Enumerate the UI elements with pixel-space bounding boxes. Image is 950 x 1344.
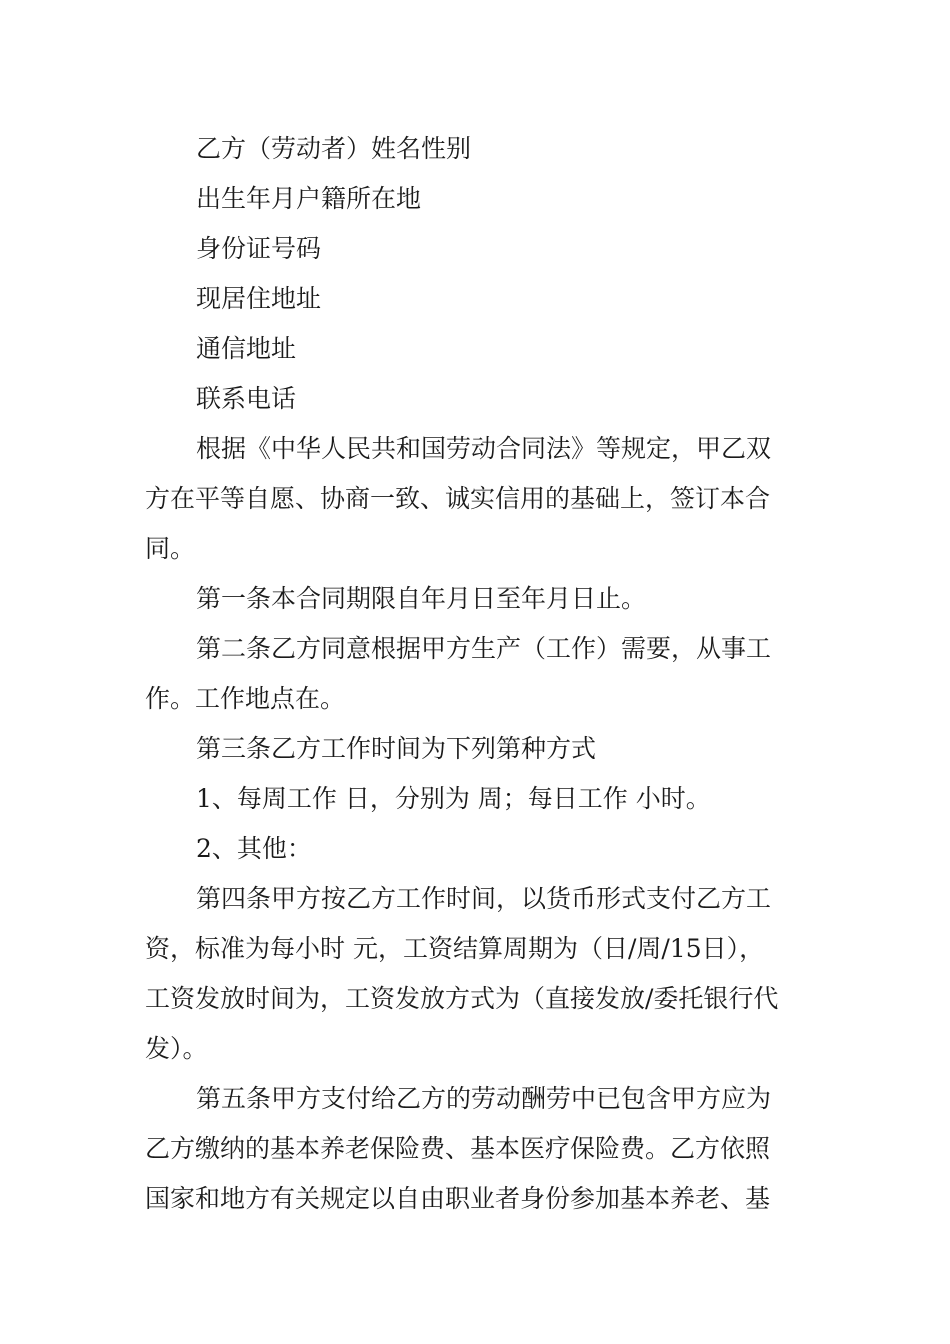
article-1-line: 第一条本合同期限自年月日至年月日止。 — [196, 584, 647, 613]
article-4-line-1: 第四条甲方按乙方工作时间，以货币形式支付乙方工 — [196, 884, 772, 913]
article-2-line-2: 作。工作地点在。 — [145, 684, 346, 713]
preamble-line-2: 方在平等自愿、协商一致、诚实信用的基础上，签订本合 — [145, 484, 771, 513]
article-5-line-3: 国家和地方有关规定以自由职业者身份参加基本养老、基 — [145, 1184, 771, 1213]
article-3-option-2: 2、其他： — [196, 834, 312, 863]
article-5-line-2: 乙方缴纳的基本养老保险费、基本医疗保险费。乙方依照 — [145, 1134, 771, 1163]
id-number-line: 身份证号码 — [196, 234, 322, 263]
party-b-name-gender-line: 乙方（劳动者）姓名性别 — [196, 134, 472, 163]
article-4-line-3: 工资发放时间为，工资发放方式为（直接发放/委托银行代 — [145, 984, 779, 1013]
article-4-line-2: 资，标准为每小时 元，工资结算周期为（日/周/15日）， — [145, 934, 765, 963]
preamble-line-1: 根据《中华人民共和国劳动合同法》等规定，甲乙双 — [196, 434, 772, 463]
current-address-line: 现居住地址 — [196, 284, 322, 313]
article-2-line-1: 第二条乙方同意根据甲方生产（工作）需要，从事工 — [196, 634, 772, 663]
article-4-line-4: 发）。 — [145, 1034, 208, 1063]
article-3-option-1: 1、每周工作 日，分别为 周；每日工作 小时。 — [196, 784, 711, 813]
article-3-line: 第三条乙方工作时间为下列第种方式 — [196, 734, 597, 763]
preamble-line-3: 同。 — [145, 534, 196, 563]
mailing-address-line: 通信地址 — [196, 334, 297, 363]
phone-line: 联系电话 — [196, 384, 297, 413]
birth-household-line: 出生年月户籍所在地 — [196, 184, 422, 213]
article-5-line-1: 第五条甲方支付给乙方的劳动酬劳中已包含甲方应为 — [196, 1084, 772, 1113]
